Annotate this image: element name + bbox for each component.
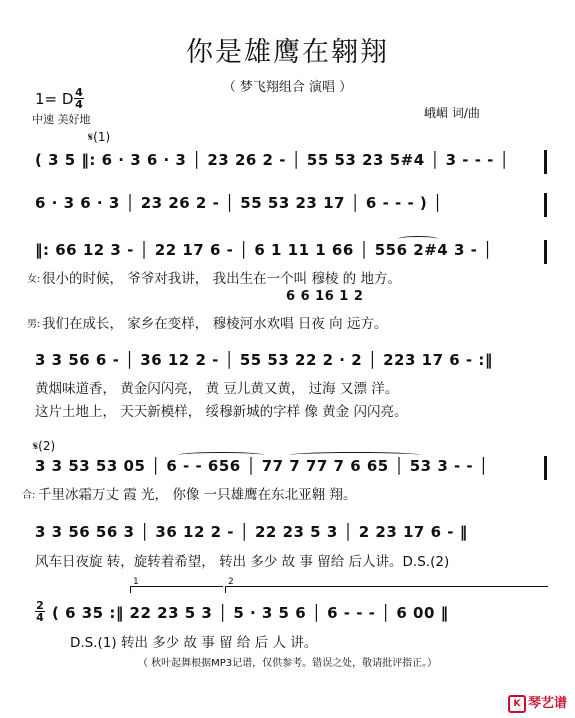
- time-top: 4: [75, 86, 83, 99]
- segno-2-icon: 𝄋(2): [33, 439, 56, 453]
- volta-2-bracket: [225, 577, 548, 593]
- volta-1-label: 1: [133, 577, 139, 587]
- logo-text: 琴艺谱: [527, 696, 567, 711]
- segno-1-icon: 𝄋(1): [88, 130, 111, 144]
- score-row-5: 3 3 53 53 05 │ 6 - - 656 │ 77 7 77 7 6 65 │ 53 3 - - │: [35, 457, 489, 475]
- barline: [544, 150, 547, 174]
- score-row-1: ( 3 5 ‖: 6 · 3 6 · 3 │ 23 26 2 - │ 55 53 23 5#4 │ 3 - - - │: [35, 151, 510, 169]
- song-title: 你是雄鹰在翱翔: [186, 37, 389, 68]
- time-signature-2-4: [35, 600, 45, 623]
- lyric-line: 千里冰霜万丈 霞 光， 你像 一只雄鹰在东北亚翱 翔。: [38, 487, 357, 503]
- chorus-label: 合:: [22, 490, 36, 501]
- author-credit: 峨嵋 词/曲: [424, 106, 480, 120]
- tempo-marking: 中速 美好地: [32, 113, 91, 126]
- lyric-line: 黄烟味道香， 黄金闪闪亮， 黄 豆儿黄又黄， 过海 又漂 洋。: [35, 381, 399, 397]
- site-logo: [508, 692, 567, 713]
- female-voice-label: 女:: [27, 274, 41, 285]
- lyric-line: 很小的时候， 爷爷对我讲， 我出生在一个叫 穆棱 的 地方。: [42, 271, 401, 287]
- time-top: 2: [36, 599, 44, 612]
- barline: [544, 193, 547, 217]
- logo-icon: K: [508, 695, 526, 713]
- lyric-line: 风车日夜旋 转，旋转着希望， 转出 多少 故 事 留给 后人讲。D.S.(2): [35, 554, 450, 570]
- score-row-4: 3 3 56 6 - │ 36 12 2 - │ 55 53 22 2 · 2 │ 223 17 6 - :‖: [35, 351, 493, 369]
- performer-subtitle: （ 梦飞翔组合 演唱 ）: [222, 80, 353, 95]
- time-bottom: 4: [36, 611, 44, 624]
- male-voice-label: 男:: [27, 319, 41, 330]
- volta-1-bracket: [130, 577, 223, 593]
- score-row-7: ( 6 35 :‖ 22 23 5 3 │ 5 · 3 5 6 │ 6 - - - │ 6 00 ‖: [52, 604, 449, 622]
- time-signature: [74, 87, 84, 110]
- barline: [544, 240, 547, 264]
- score-row-2: 6 · 3 6 · 3 │ 23 26 2 - │ 55 53 23 17 │ 6 - - - ) │: [35, 194, 443, 212]
- lyric-line: 这片土地上， 天天新模样， 绥穆新城的字样 像 黄金 闪闪亮。: [35, 404, 408, 420]
- key-signature: 1= D: [35, 90, 74, 108]
- lyric-line: 我们在成长， 家乡在变样， 穆棱河水欢唱 日夜 向 远方。: [42, 316, 388, 332]
- volta-2-label: 2: [228, 577, 234, 587]
- transcription-note: （ 秋叶起舞根据MP3记谱，仅供参考。错误之处，敬请批评指正。）: [137, 658, 438, 669]
- barline: [544, 456, 547, 480]
- score-row-3: ‖: 66 12 3 - │ 22 17 6 - │ 6 1 11 1 66 │ 556 2#4 3 - │: [35, 241, 493, 259]
- score-row-6: 3 3 56 56 3 │ 36 12 2 - │ 22 23 5 3 │ 2 23 17 6 - ‖: [35, 523, 468, 541]
- alternate-notes: 6 6 16 1 2: [286, 289, 364, 304]
- lyric-line: D.S.(1) 转出 多少 故 事 留 给 后 人 讲。: [70, 635, 318, 651]
- time-bottom: 4: [75, 98, 83, 111]
